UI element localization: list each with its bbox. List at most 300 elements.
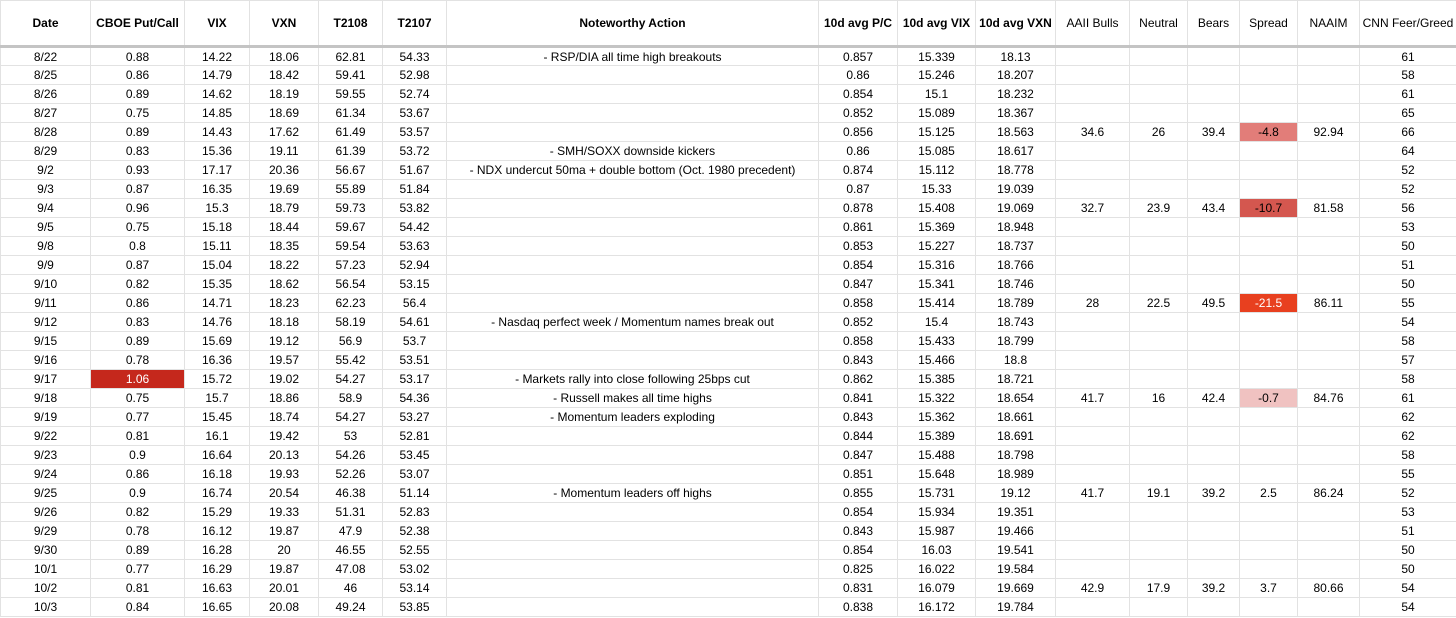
cell-spread[interactable]	[1240, 351, 1298, 370]
cell-cboe-put-call[interactable]: 0.83	[91, 142, 185, 161]
cell-aaii-bulls[interactable]	[1056, 180, 1130, 199]
cell-bears[interactable]: 42.4	[1188, 389, 1240, 408]
cell-bears[interactable]	[1188, 161, 1240, 180]
cell-t2108[interactable]: 61.39	[319, 142, 383, 161]
cell-10d-avg-vix[interactable]: 15.389	[898, 427, 976, 446]
cell-10d-avg-pc[interactable]: 0.856	[819, 123, 898, 142]
cell-10d-avg-vix[interactable]: 15.322	[898, 389, 976, 408]
cell-10d-avg-vix[interactable]: 15.112	[898, 161, 976, 180]
cell-noteworthy-action[interactable]	[447, 294, 819, 313]
cell-cboe-put-call[interactable]: 0.82	[91, 503, 185, 522]
cell-10d-avg-vix[interactable]: 15.339	[898, 47, 976, 66]
cell-aaii-bulls[interactable]: 34.6	[1056, 123, 1130, 142]
cell-date[interactable]: 9/16	[1, 351, 91, 370]
cell-10d-avg-vix[interactable]: 15.648	[898, 465, 976, 484]
cell-spread[interactable]	[1240, 275, 1298, 294]
cell-naaim[interactable]: 92.94	[1298, 123, 1360, 142]
cell-aaii-bulls[interactable]: 42.9	[1056, 579, 1130, 598]
cell-cboe-put-call[interactable]: 0.84	[91, 598, 185, 617]
cell-vix[interactable]: 16.12	[185, 522, 250, 541]
cell-neutral[interactable]	[1130, 313, 1188, 332]
cell-neutral[interactable]: 19.1	[1130, 484, 1188, 503]
cell-neutral[interactable]	[1130, 446, 1188, 465]
cell-date[interactable]: 9/24	[1, 465, 91, 484]
cell-cnn-fear-greed[interactable]: 52	[1360, 161, 1456, 180]
header-cboe-put-call[interactable]: CBOE Put/Call	[91, 1, 185, 47]
cell-neutral[interactable]	[1130, 237, 1188, 256]
cell-neutral[interactable]	[1130, 66, 1188, 85]
cell-naaim[interactable]	[1298, 351, 1360, 370]
cell-10d-avg-pc[interactable]: 0.86	[819, 66, 898, 85]
cell-10d-avg-vxn[interactable]: 18.13	[976, 47, 1056, 66]
cell-bears[interactable]	[1188, 427, 1240, 446]
header-10d-avg-vxn[interactable]: 10d avg VXN	[976, 1, 1056, 47]
cell-t2108[interactable]: 49.24	[319, 598, 383, 617]
cell-cnn-fear-greed[interactable]: 58	[1360, 370, 1456, 389]
cell-noteworthy-action[interactable]: - Russell makes all time highs	[447, 389, 819, 408]
cell-t2107[interactable]: 53.57	[383, 123, 447, 142]
cell-bears[interactable]	[1188, 66, 1240, 85]
cell-t2107[interactable]: 53.51	[383, 351, 447, 370]
cell-cnn-fear-greed[interactable]: 61	[1360, 389, 1456, 408]
cell-cboe-put-call[interactable]: 0.86	[91, 465, 185, 484]
cell-vix[interactable]: 15.3	[185, 199, 250, 218]
cell-vix[interactable]: 15.29	[185, 503, 250, 522]
cell-10d-avg-pc[interactable]: 0.878	[819, 199, 898, 218]
cell-date[interactable]: 9/25	[1, 484, 91, 503]
cell-neutral[interactable]	[1130, 104, 1188, 123]
cell-t2108[interactable]: 46.55	[319, 541, 383, 560]
cell-t2107[interactable]: 52.94	[383, 256, 447, 275]
cell-neutral[interactable]: 17.9	[1130, 579, 1188, 598]
cell-t2107[interactable]: 54.36	[383, 389, 447, 408]
cell-neutral[interactable]	[1130, 560, 1188, 579]
cell-10d-avg-vxn[interactable]: 19.541	[976, 541, 1056, 560]
cell-vix[interactable]: 16.29	[185, 560, 250, 579]
cell-vix[interactable]: 16.1	[185, 427, 250, 446]
cell-spread[interactable]: -4.8	[1240, 123, 1298, 142]
cell-cnn-fear-greed[interactable]: 50	[1360, 275, 1456, 294]
cell-spread[interactable]	[1240, 256, 1298, 275]
cell-10d-avg-vix[interactable]: 15.341	[898, 275, 976, 294]
header-10d-avg-vix[interactable]: 10d avg VIX	[898, 1, 976, 47]
cell-spread[interactable]	[1240, 503, 1298, 522]
cell-t2108[interactable]: 59.54	[319, 237, 383, 256]
cell-t2108[interactable]: 59.41	[319, 66, 383, 85]
cell-10d-avg-vix[interactable]: 16.03	[898, 541, 976, 560]
cell-naaim[interactable]	[1298, 104, 1360, 123]
cell-bears[interactable]: 49.5	[1188, 294, 1240, 313]
cell-t2107[interactable]: 54.33	[383, 47, 447, 66]
cell-spread[interactable]	[1240, 427, 1298, 446]
cell-aaii-bulls[interactable]	[1056, 370, 1130, 389]
cell-noteworthy-action[interactable]	[447, 351, 819, 370]
cell-neutral[interactable]: 16	[1130, 389, 1188, 408]
cell-spread[interactable]	[1240, 560, 1298, 579]
cell-vix[interactable]: 16.63	[185, 579, 250, 598]
cell-t2107[interactable]: 52.74	[383, 85, 447, 104]
cell-vix[interactable]: 16.35	[185, 180, 250, 199]
cell-10d-avg-vix[interactable]: 15.1	[898, 85, 976, 104]
cell-naaim[interactable]	[1298, 465, 1360, 484]
cell-vix[interactable]: 16.74	[185, 484, 250, 503]
cell-aaii-bulls[interactable]	[1056, 598, 1130, 617]
cell-noteworthy-action[interactable]: - NDX undercut 50ma + double bottom (Oct. 1980 precedent)	[447, 161, 819, 180]
cell-date[interactable]: 9/22	[1, 427, 91, 446]
cell-noteworthy-action[interactable]: - RSP/DIA all time high breakouts	[447, 47, 819, 66]
header-bears[interactable]: Bears	[1188, 1, 1240, 47]
cell-10d-avg-pc[interactable]: 0.861	[819, 218, 898, 237]
cell-date[interactable]: 9/2	[1, 161, 91, 180]
cell-naaim[interactable]	[1298, 237, 1360, 256]
cell-naaim[interactable]: 80.66	[1298, 579, 1360, 598]
cell-cnn-fear-greed[interactable]: 55	[1360, 465, 1456, 484]
cell-noteworthy-action[interactable]: - Momentum leaders exploding	[447, 408, 819, 427]
cell-cboe-put-call[interactable]: 0.81	[91, 427, 185, 446]
cell-10d-avg-vxn[interactable]: 18.799	[976, 332, 1056, 351]
cell-bears[interactable]	[1188, 465, 1240, 484]
cell-cnn-fear-greed[interactable]: 54	[1360, 313, 1456, 332]
cell-aaii-bulls[interactable]	[1056, 66, 1130, 85]
cell-t2107[interactable]: 53.07	[383, 465, 447, 484]
cell-aaii-bulls[interactable]	[1056, 560, 1130, 579]
cell-t2107[interactable]: 53.67	[383, 104, 447, 123]
cell-t2107[interactable]: 52.81	[383, 427, 447, 446]
cell-spread[interactable]	[1240, 104, 1298, 123]
cell-t2107[interactable]: 54.61	[383, 313, 447, 332]
cell-10d-avg-pc[interactable]: 0.854	[819, 85, 898, 104]
cell-cnn-fear-greed[interactable]: 50	[1360, 560, 1456, 579]
cell-10d-avg-vix[interactable]: 15.4	[898, 313, 976, 332]
cell-vxn[interactable]: 18.62	[250, 275, 319, 294]
cell-cboe-put-call[interactable]: 0.87	[91, 180, 185, 199]
cell-vxn[interactable]: 18.79	[250, 199, 319, 218]
cell-naaim[interactable]	[1298, 427, 1360, 446]
cell-vix[interactable]: 16.28	[185, 541, 250, 560]
cell-vxn[interactable]: 19.12	[250, 332, 319, 351]
cell-t2108[interactable]: 47.08	[319, 560, 383, 579]
cell-10d-avg-vxn[interactable]: 18.661	[976, 408, 1056, 427]
cell-10d-avg-pc[interactable]: 0.843	[819, 351, 898, 370]
cell-cnn-fear-greed[interactable]: 56	[1360, 199, 1456, 218]
cell-bears[interactable]	[1188, 237, 1240, 256]
cell-10d-avg-vix[interactable]: 15.089	[898, 104, 976, 123]
cell-vix[interactable]: 16.65	[185, 598, 250, 617]
cell-10d-avg-vxn[interactable]: 19.12	[976, 484, 1056, 503]
cell-vxn[interactable]: 20.54	[250, 484, 319, 503]
cell-10d-avg-pc[interactable]: 0.852	[819, 104, 898, 123]
cell-naaim[interactable]	[1298, 313, 1360, 332]
cell-date[interactable]: 9/29	[1, 522, 91, 541]
cell-bears[interactable]	[1188, 503, 1240, 522]
cell-cboe-put-call[interactable]: 0.77	[91, 408, 185, 427]
cell-10d-avg-vxn[interactable]: 18.207	[976, 66, 1056, 85]
cell-naaim[interactable]	[1298, 541, 1360, 560]
cell-date[interactable]: 8/29	[1, 142, 91, 161]
cell-10d-avg-vxn[interactable]: 18.798	[976, 446, 1056, 465]
cell-10d-avg-pc[interactable]: 0.851	[819, 465, 898, 484]
cell-cboe-put-call[interactable]: 0.75	[91, 389, 185, 408]
cell-cboe-put-call[interactable]: 0.87	[91, 256, 185, 275]
cell-vxn[interactable]: 17.62	[250, 123, 319, 142]
cell-bears[interactable]	[1188, 332, 1240, 351]
cell-vix[interactable]: 16.64	[185, 446, 250, 465]
cell-neutral[interactable]	[1130, 218, 1188, 237]
cell-10d-avg-vxn[interactable]: 18.721	[976, 370, 1056, 389]
cell-vix[interactable]: 14.85	[185, 104, 250, 123]
cell-t2107[interactable]: 51.14	[383, 484, 447, 503]
cell-vxn[interactable]: 19.69	[250, 180, 319, 199]
cell-naaim[interactable]: 84.76	[1298, 389, 1360, 408]
cell-t2108[interactable]: 58.19	[319, 313, 383, 332]
cell-cnn-fear-greed[interactable]: 51	[1360, 256, 1456, 275]
cell-cboe-put-call[interactable]: 0.78	[91, 351, 185, 370]
cell-bears[interactable]	[1188, 85, 1240, 104]
cell-10d-avg-vxn[interactable]: 18.948	[976, 218, 1056, 237]
cell-spread[interactable]	[1240, 370, 1298, 389]
cell-10d-avg-pc[interactable]: 0.844	[819, 427, 898, 446]
cell-noteworthy-action[interactable]	[447, 85, 819, 104]
cell-10d-avg-pc[interactable]: 0.858	[819, 332, 898, 351]
cell-cnn-fear-greed[interactable]: 53	[1360, 218, 1456, 237]
cell-10d-avg-pc[interactable]: 0.862	[819, 370, 898, 389]
cell-10d-avg-vxn[interactable]: 19.669	[976, 579, 1056, 598]
cell-10d-avg-vxn[interactable]: 18.654	[976, 389, 1056, 408]
cell-10d-avg-vxn[interactable]: 19.466	[976, 522, 1056, 541]
cell-naaim[interactable]	[1298, 85, 1360, 104]
cell-10d-avg-vxn[interactable]: 18.743	[976, 313, 1056, 332]
cell-naaim[interactable]	[1298, 503, 1360, 522]
cell-t2107[interactable]: 53.45	[383, 446, 447, 465]
cell-10d-avg-pc[interactable]: 0.86	[819, 142, 898, 161]
cell-10d-avg-vxn[interactable]: 18.8	[976, 351, 1056, 370]
cell-cnn-fear-greed[interactable]: 58	[1360, 446, 1456, 465]
cell-cboe-put-call[interactable]: 0.75	[91, 104, 185, 123]
cell-noteworthy-action[interactable]	[447, 275, 819, 294]
cell-noteworthy-action[interactable]	[447, 199, 819, 218]
cell-t2108[interactable]: 56.9	[319, 332, 383, 351]
cell-t2108[interactable]: 56.54	[319, 275, 383, 294]
header-t2108[interactable]: T2108	[319, 1, 383, 47]
cell-vix[interactable]: 14.43	[185, 123, 250, 142]
cell-t2108[interactable]: 61.34	[319, 104, 383, 123]
cell-10d-avg-vix[interactable]: 15.488	[898, 446, 976, 465]
cell-spread[interactable]	[1240, 218, 1298, 237]
cell-10d-avg-vxn[interactable]: 19.584	[976, 560, 1056, 579]
cell-10d-avg-vxn[interactable]: 18.563	[976, 123, 1056, 142]
cell-vix[interactable]: 14.62	[185, 85, 250, 104]
cell-cnn-fear-greed[interactable]: 52	[1360, 180, 1456, 199]
cell-10d-avg-vxn[interactable]: 18.989	[976, 465, 1056, 484]
cell-10d-avg-pc[interactable]: 0.831	[819, 579, 898, 598]
cell-date[interactable]: 9/9	[1, 256, 91, 275]
cell-vix[interactable]: 15.72	[185, 370, 250, 389]
cell-neutral[interactable]	[1130, 85, 1188, 104]
cell-cboe-put-call[interactable]: 0.89	[91, 85, 185, 104]
cell-vxn[interactable]: 18.74	[250, 408, 319, 427]
cell-cboe-put-call[interactable]: 0.88	[91, 47, 185, 66]
cell-t2107[interactable]: 54.42	[383, 218, 447, 237]
cell-aaii-bulls[interactable]	[1056, 446, 1130, 465]
cell-spread[interactable]	[1240, 142, 1298, 161]
cell-aaii-bulls[interactable]	[1056, 256, 1130, 275]
cell-noteworthy-action[interactable]	[447, 427, 819, 446]
cell-aaii-bulls[interactable]	[1056, 408, 1130, 427]
cell-cboe-put-call[interactable]: 0.9	[91, 446, 185, 465]
cell-vxn[interactable]: 20.08	[250, 598, 319, 617]
cell-t2108[interactable]: 59.73	[319, 199, 383, 218]
cell-naaim[interactable]: 86.11	[1298, 294, 1360, 313]
cell-t2108[interactable]: 46	[319, 579, 383, 598]
cell-date[interactable]: 8/28	[1, 123, 91, 142]
cell-neutral[interactable]: 23.9	[1130, 199, 1188, 218]
cell-date[interactable]: 10/3	[1, 598, 91, 617]
cell-10d-avg-vxn[interactable]: 18.746	[976, 275, 1056, 294]
cell-aaii-bulls[interactable]: 41.7	[1056, 389, 1130, 408]
cell-naaim[interactable]: 86.24	[1298, 484, 1360, 503]
cell-bears[interactable]: 43.4	[1188, 199, 1240, 218]
cell-10d-avg-vxn[interactable]: 19.039	[976, 180, 1056, 199]
cell-t2107[interactable]: 53.02	[383, 560, 447, 579]
cell-cboe-put-call[interactable]: 0.77	[91, 560, 185, 579]
cell-aaii-bulls[interactable]	[1056, 218, 1130, 237]
cell-spread[interactable]	[1240, 66, 1298, 85]
cell-cboe-put-call[interactable]: 1.06	[91, 370, 185, 389]
cell-aaii-bulls[interactable]	[1056, 465, 1130, 484]
cell-spread[interactable]	[1240, 408, 1298, 427]
cell-vxn[interactable]: 19.87	[250, 522, 319, 541]
cell-date[interactable]: 10/1	[1, 560, 91, 579]
cell-spread[interactable]	[1240, 313, 1298, 332]
cell-cboe-put-call[interactable]: 0.89	[91, 332, 185, 351]
cell-t2107[interactable]: 53.27	[383, 408, 447, 427]
cell-t2107[interactable]: 53.14	[383, 579, 447, 598]
cell-noteworthy-action[interactable]	[447, 541, 819, 560]
cell-bears[interactable]	[1188, 408, 1240, 427]
header-vix[interactable]: VIX	[185, 1, 250, 47]
cell-t2108[interactable]: 57.23	[319, 256, 383, 275]
cell-10d-avg-pc[interactable]: 0.855	[819, 484, 898, 503]
cell-cnn-fear-greed[interactable]: 62	[1360, 408, 1456, 427]
cell-date[interactable]: 9/17	[1, 370, 91, 389]
cell-10d-avg-vix[interactable]: 15.466	[898, 351, 976, 370]
cell-spread[interactable]	[1240, 446, 1298, 465]
cell-cnn-fear-greed[interactable]: 52	[1360, 484, 1456, 503]
cell-10d-avg-vxn[interactable]: 18.789	[976, 294, 1056, 313]
cell-t2108[interactable]: 59.67	[319, 218, 383, 237]
cell-t2107[interactable]: 53.72	[383, 142, 447, 161]
cell-t2108[interactable]: 62.23	[319, 294, 383, 313]
cell-vxn[interactable]: 20.01	[250, 579, 319, 598]
cell-spread[interactable]	[1240, 598, 1298, 617]
cell-vxn[interactable]: 20.13	[250, 446, 319, 465]
cell-10d-avg-pc[interactable]: 0.857	[819, 47, 898, 66]
cell-neutral[interactable]	[1130, 408, 1188, 427]
cell-bears[interactable]	[1188, 180, 1240, 199]
cell-aaii-bulls[interactable]	[1056, 142, 1130, 161]
cell-t2107[interactable]: 51.67	[383, 161, 447, 180]
cell-neutral[interactable]	[1130, 541, 1188, 560]
cell-bears[interactable]	[1188, 275, 1240, 294]
cell-10d-avg-pc[interactable]: 0.854	[819, 503, 898, 522]
cell-noteworthy-action[interactable]	[447, 180, 819, 199]
cell-date[interactable]: 9/5	[1, 218, 91, 237]
cell-t2107[interactable]: 53.85	[383, 598, 447, 617]
cell-vxn[interactable]: 20	[250, 541, 319, 560]
cell-spread[interactable]	[1240, 180, 1298, 199]
cell-naaim[interactable]	[1298, 256, 1360, 275]
cell-t2107[interactable]: 53.17	[383, 370, 447, 389]
cell-vxn[interactable]: 19.11	[250, 142, 319, 161]
cell-noteworthy-action[interactable]: - Nasdaq perfect week / Momentum names break out	[447, 313, 819, 332]
cell-cboe-put-call[interactable]: 0.93	[91, 161, 185, 180]
cell-10d-avg-vix[interactable]: 15.934	[898, 503, 976, 522]
cell-date[interactable]: 8/25	[1, 66, 91, 85]
cell-cnn-fear-greed[interactable]: 65	[1360, 104, 1456, 123]
cell-neutral[interactable]	[1130, 161, 1188, 180]
cell-date[interactable]: 10/2	[1, 579, 91, 598]
cell-vix[interactable]: 15.11	[185, 237, 250, 256]
cell-10d-avg-vxn[interactable]: 18.778	[976, 161, 1056, 180]
cell-cboe-put-call[interactable]: 0.83	[91, 313, 185, 332]
cell-bears[interactable]	[1188, 313, 1240, 332]
cell-t2108[interactable]: 55.42	[319, 351, 383, 370]
header-date[interactable]: Date	[1, 1, 91, 47]
cell-naaim[interactable]	[1298, 598, 1360, 617]
cell-t2108[interactable]: 54.26	[319, 446, 383, 465]
cell-cnn-fear-greed[interactable]: 66	[1360, 123, 1456, 142]
cell-10d-avg-vxn[interactable]: 19.784	[976, 598, 1056, 617]
header-t2107[interactable]: T2107	[383, 1, 447, 47]
cell-t2108[interactable]: 62.81	[319, 47, 383, 66]
cell-naaim[interactable]	[1298, 142, 1360, 161]
cell-t2107[interactable]: 53.82	[383, 199, 447, 218]
cell-10d-avg-vix[interactable]: 15.408	[898, 199, 976, 218]
cell-vxn[interactable]: 18.18	[250, 313, 319, 332]
cell-vix[interactable]: 15.36	[185, 142, 250, 161]
cell-t2108[interactable]: 54.27	[319, 370, 383, 389]
cell-date[interactable]: 9/18	[1, 389, 91, 408]
cell-vxn[interactable]: 18.22	[250, 256, 319, 275]
cell-aaii-bulls[interactable]: 32.7	[1056, 199, 1130, 218]
cell-vxn[interactable]: 19.57	[250, 351, 319, 370]
cell-10d-avg-pc[interactable]: 0.825	[819, 560, 898, 579]
cell-cnn-fear-greed[interactable]: 54	[1360, 598, 1456, 617]
cell-vxn[interactable]: 18.06	[250, 47, 319, 66]
cell-cboe-put-call[interactable]: 0.9	[91, 484, 185, 503]
cell-10d-avg-pc[interactable]: 0.87	[819, 180, 898, 199]
cell-aaii-bulls[interactable]	[1056, 313, 1130, 332]
cell-vxn[interactable]: 18.23	[250, 294, 319, 313]
cell-aaii-bulls[interactable]	[1056, 541, 1130, 560]
cell-vix[interactable]: 16.18	[185, 465, 250, 484]
cell-spread[interactable]: -10.7	[1240, 199, 1298, 218]
cell-10d-avg-vix[interactable]: 16.172	[898, 598, 976, 617]
cell-10d-avg-pc[interactable]: 0.838	[819, 598, 898, 617]
header-neutral[interactable]: Neutral	[1130, 1, 1188, 47]
cell-t2108[interactable]: 51.31	[319, 503, 383, 522]
cell-10d-avg-vix[interactable]: 15.369	[898, 218, 976, 237]
cell-date[interactable]: 9/12	[1, 313, 91, 332]
cell-noteworthy-action[interactable]	[447, 598, 819, 617]
cell-10d-avg-vix[interactable]: 15.433	[898, 332, 976, 351]
cell-vix[interactable]: 15.69	[185, 332, 250, 351]
cell-noteworthy-action[interactable]	[447, 465, 819, 484]
cell-t2108[interactable]: 46.38	[319, 484, 383, 503]
cell-bears[interactable]	[1188, 47, 1240, 66]
cell-spread[interactable]	[1240, 161, 1298, 180]
cell-naaim[interactable]	[1298, 47, 1360, 66]
